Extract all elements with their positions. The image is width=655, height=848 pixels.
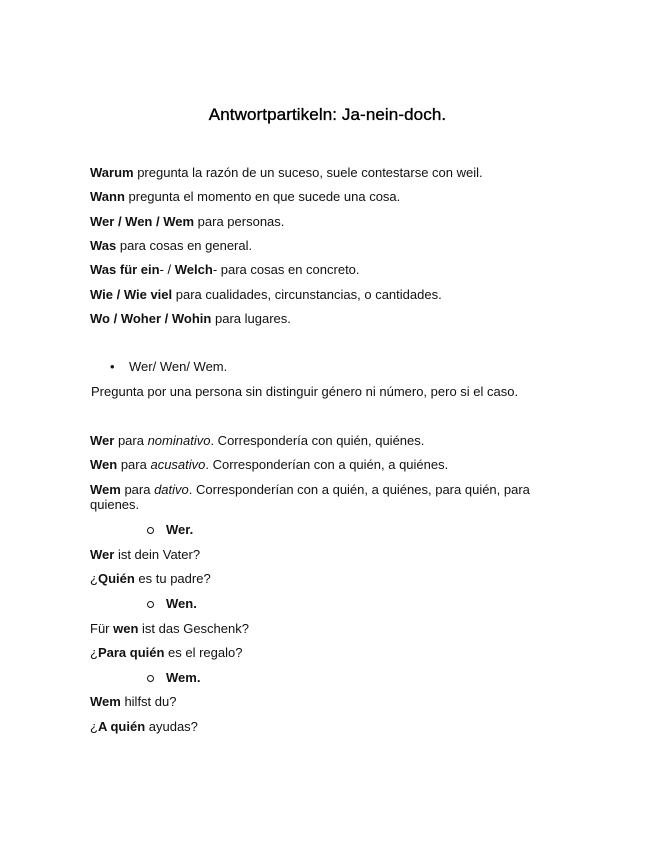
bullet-text: Wer/ Wen/ Wem. <box>129 359 228 374</box>
explanation-text: pregunta el momento en que sucede una cosa. <box>124 189 401 204</box>
example-german-wen <box>90 621 249 636</box>
example-label-wen: Wen. <box>166 596 197 611</box>
question-word: Wer <box>90 433 115 448</box>
example-label-wer: Wer. <box>166 522 194 537</box>
case-name: acusativo <box>150 457 206 472</box>
separator: / <box>113 287 124 302</box>
question-word: Wen <box>125 214 153 229</box>
case-name: nominativo <box>147 433 211 448</box>
explanation-text: . Corresponderían con a quién, a quiénes, para quién, para quienes. <box>90 482 530 512</box>
case-name: dativo <box>154 482 189 497</box>
question-word: Welch <box>174 262 213 277</box>
question-word: Wem <box>90 482 121 497</box>
example-german-wem <box>90 694 176 709</box>
intro-line-was-fuer <box>90 262 360 277</box>
example-text: ist das Geschenk? <box>138 621 249 636</box>
explanation-text: pregunta la razón de un suceso, suele contestarse con weil. <box>133 165 483 180</box>
sub-bullet-circle <box>147 527 154 534</box>
example-keyword: Para quién <box>97 645 165 660</box>
sub-bullet-circle <box>147 675 154 682</box>
separator: / <box>114 214 126 229</box>
example-text: ¿ <box>90 719 98 734</box>
example-spanish-wem <box>90 719 198 734</box>
intro-line-wer-wen-wem <box>90 214 284 229</box>
separator: - / <box>159 262 175 277</box>
case-line-dativo <box>90 482 540 512</box>
example-keyword: Quién <box>97 571 135 586</box>
example-text: hilfst du? <box>120 694 177 709</box>
question-word: Was <box>90 238 117 253</box>
connector-text: para <box>120 482 155 497</box>
separator: / <box>109 311 121 326</box>
example-label-wem: Wem. <box>166 670 201 685</box>
example-keyword: Wer <box>90 547 115 562</box>
question-word: Wie viel <box>123 287 173 302</box>
example-spanish-wer <box>90 571 211 586</box>
explanation-text: para cualidades, circunstancias, o cantidades. <box>172 287 442 302</box>
explanation-text: para personas. <box>194 214 285 229</box>
question-word: Warum <box>90 165 134 180</box>
example-german-wer <box>90 547 200 562</box>
bullet-dot: • <box>110 359 115 374</box>
example-text: ¿ <box>90 645 98 660</box>
example-keyword: wen <box>113 621 139 636</box>
explanation-text: para cosas en general. <box>116 238 253 253</box>
separator: / <box>152 214 164 229</box>
question-word: Wo <box>90 311 110 326</box>
connector-text: para <box>117 457 151 472</box>
page-title: Antwortpartikeln: Ja-nein-doch. <box>208 105 447 124</box>
connector-text: para <box>114 433 148 448</box>
example-text: es el regalo? <box>164 645 243 660</box>
example-text: Für <box>90 621 114 636</box>
intro-line-was <box>90 238 252 253</box>
example-text: es tu padre? <box>134 571 211 586</box>
question-word: Wie <box>90 287 113 302</box>
question-word: Wen <box>90 457 118 472</box>
example-text: ¿ <box>90 571 98 586</box>
explanation-text: . Corresponderían con a quién, a quiénes. <box>205 457 449 472</box>
case-line-nominativo <box>90 433 424 448</box>
example-keyword: Wem <box>90 694 121 709</box>
explanation-text: - para cosas en concreto. <box>212 262 360 277</box>
intro-line-wann <box>90 189 400 204</box>
example-text: ayudas? <box>145 719 198 734</box>
example-text: ist dein Vater? <box>114 547 201 562</box>
question-word: Was für ein <box>90 262 160 277</box>
example-keyword: A quién <box>97 719 146 734</box>
question-word: Wohin <box>171 311 212 326</box>
bullet-description: Pregunta por una persona sin distinguir género ni número, pero si el caso. <box>91 384 519 399</box>
intro-line-wo <box>90 311 291 326</box>
question-word: Wann <box>90 189 125 204</box>
explanation-text: para lugares. <box>211 311 291 326</box>
example-spanish-wen <box>90 645 242 660</box>
question-word: Woher <box>120 311 162 326</box>
intro-line-wie <box>90 287 442 302</box>
sub-bullet-circle <box>147 601 154 608</box>
question-word: Wem <box>163 214 195 229</box>
intro-line-warum <box>90 165 483 180</box>
question-word: Wer <box>90 214 115 229</box>
explanation-text: . Correspondería con quién, quiénes. <box>210 433 425 448</box>
case-line-acusativo <box>90 457 448 472</box>
separator: / <box>161 311 172 326</box>
